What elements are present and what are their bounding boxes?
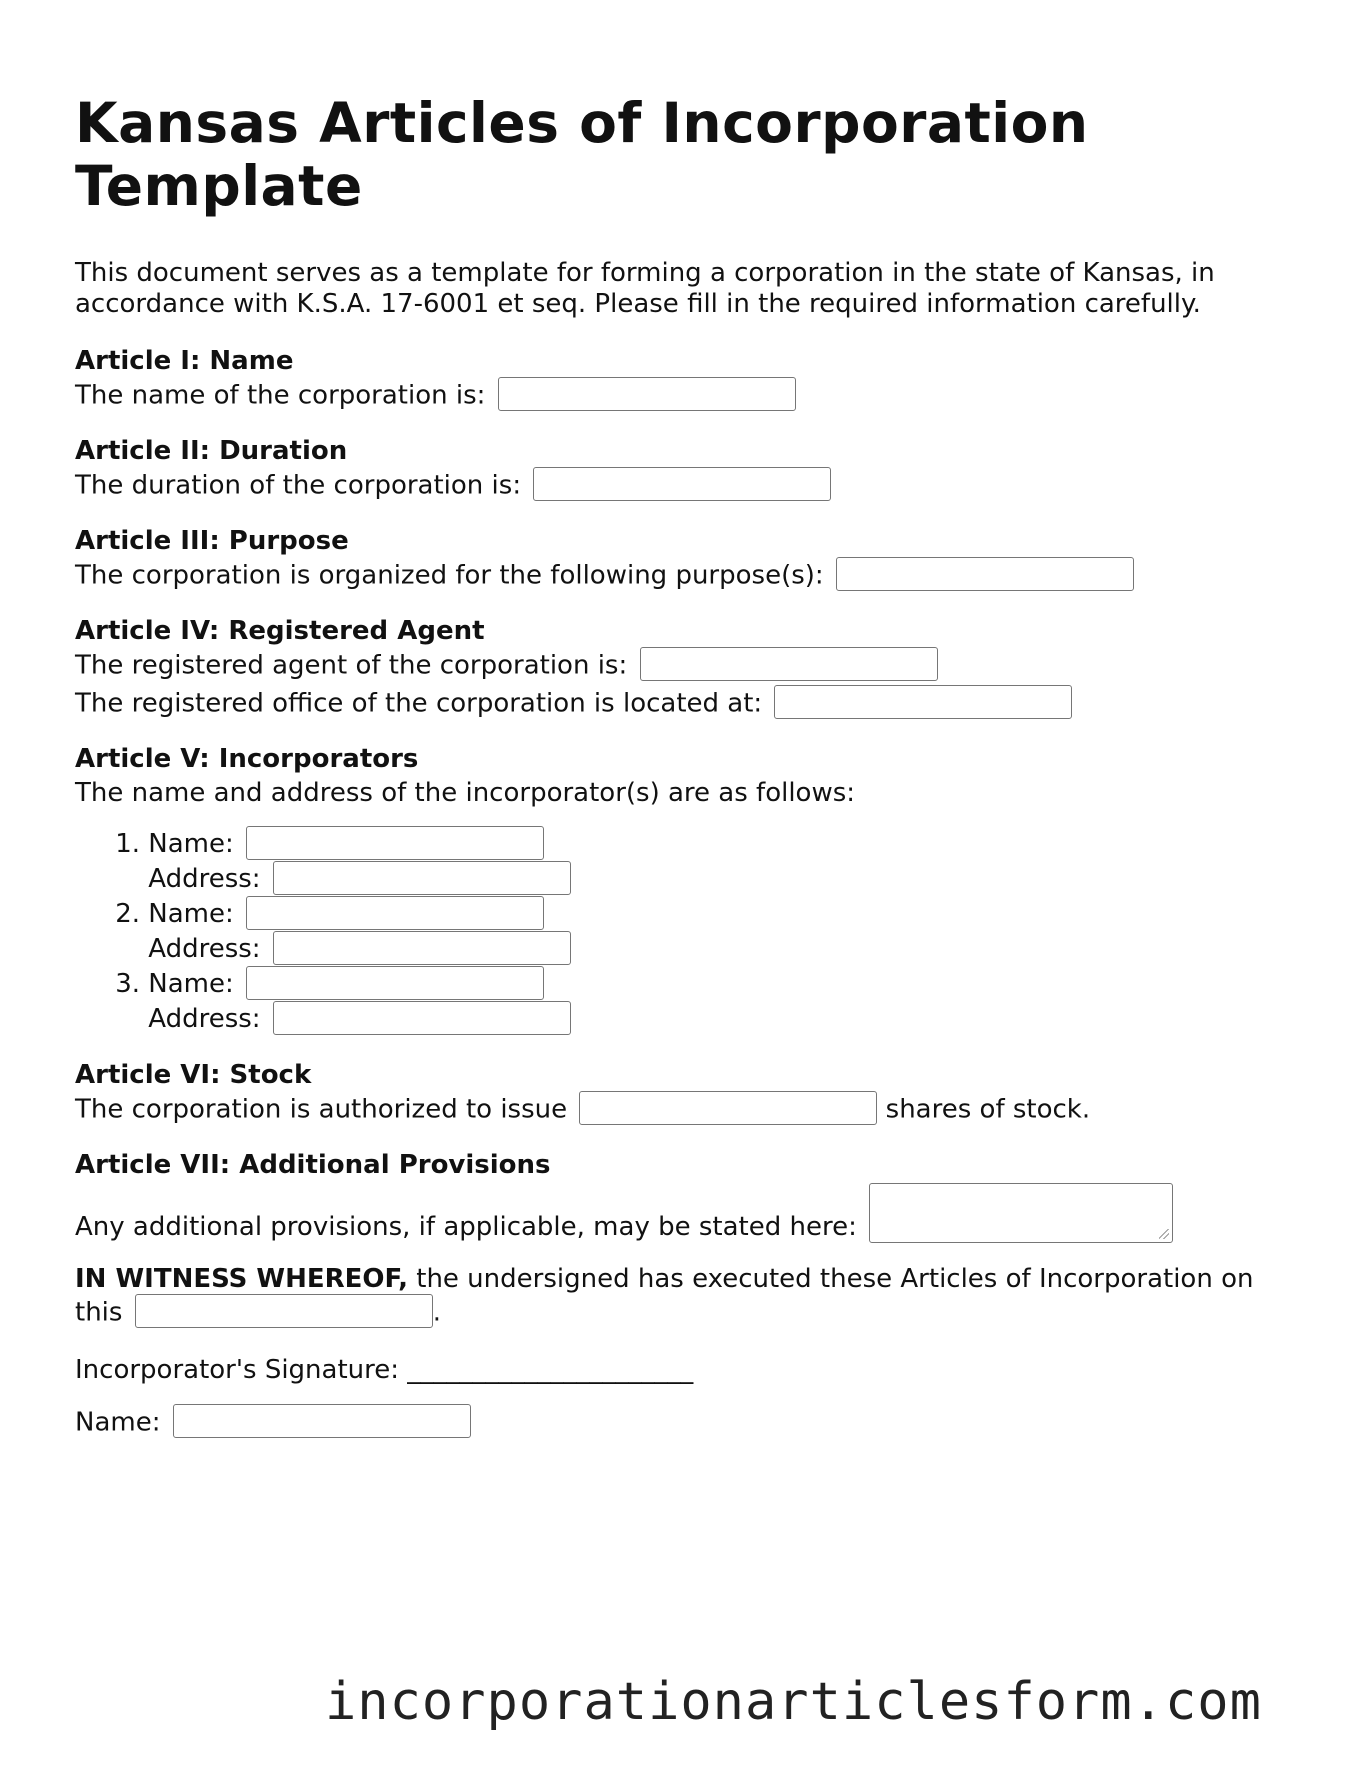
article-purpose-heading: Article III: Purpose [75,526,349,556]
article-agent-heading: Article IV: Registered Agent [75,616,485,646]
office-label: The registered office of the corporation is located at: [75,688,763,719]
witness-end: . [432,1297,441,1328]
purpose-label: The corporation is organized for the following purpose(s): [75,560,824,591]
stock-label-after: shares of stock. [885,1094,1091,1125]
list-item [75,827,1305,897]
incorporator-address-label: Address: [148,864,261,894]
signer-name-label: Name: [75,1407,161,1438]
corporation-name-input[interactable] [498,377,796,411]
incorporator-number: 3. [115,969,140,999]
incorporator-name-label: Name: [148,969,234,999]
incorporator-name-label: Name: [148,899,234,929]
article-stock-heading: Article VI: Stock [75,1060,312,1090]
article-duration-heading: Article II: Duration [75,436,348,466]
signer-name-row [75,1406,1305,1440]
witness-statement [75,1263,1305,1330]
registered-office-input[interactable] [774,685,1072,719]
article-provisions-heading: Article VII: Additional Provisions [75,1150,551,1180]
list-item [75,897,1305,967]
registered-agent-input[interactable] [640,647,938,681]
witness-text: the undersigned has executed these Articles of Incorporation on this [75,1264,1254,1328]
incorporator-3-address-input[interactable] [273,1001,571,1035]
incorporator-number: 1. [115,829,140,859]
incorporator-1-address-input[interactable] [273,861,571,895]
article-name-heading: Article I: Name [75,346,294,376]
page-title: Kansas Articles of Incorporation Template [75,91,1089,218]
duration-label: The duration of the corporation is: [75,470,522,501]
list-item [75,967,1305,1037]
provisions-textarea[interactable] [869,1183,1173,1243]
duration-input[interactable] [533,467,831,501]
signer-name-input[interactable] [173,1404,471,1438]
incorporator-3-name-input[interactable] [246,966,544,1000]
incorporator-1-name-input[interactable] [246,826,544,860]
witness-bold: IN WITNESS WHEREOF, [75,1264,408,1294]
shares-input[interactable] [579,1091,877,1125]
intro-text: This document serves as a template for forming a corporation in the state of Kansas, in accordance with K.S.A. 17-6001 et seq. Please fill in the required information carefully. [75,258,1215,319]
article-name [75,345,1305,413]
signature-underline: ______________________ [407,1355,694,1385]
article-duration [75,435,1305,503]
article-stock [75,1059,1305,1127]
incorporators-label: The name and address of the incorporator(s) are as follows: [75,778,856,808]
article-registered-agent [75,615,1305,721]
incorporator-number: 2. [115,899,140,929]
incorporator-name-label: Name: [148,829,234,859]
incorporator-2-name-input[interactable] [246,896,544,930]
article-incorporators-heading: Article V: Incorporators [75,744,419,774]
stock-label-before: The corporation is authorized to issue [75,1094,568,1125]
execution-date-input[interactable] [135,1294,433,1328]
document-page [75,92,1305,1440]
agent-label: The registered agent of the corporation is: [75,650,628,681]
purpose-input[interactable] [836,557,1134,591]
article-purpose [75,525,1305,593]
article-provisions [75,1149,1305,1243]
signature-label: Incorporator's Signature: [75,1355,400,1385]
provisions-label: Any additional provisions, if applicable, may be stated here: [75,1212,857,1242]
incorporators-list [75,827,1305,1037]
incorporator-2-address-input[interactable] [273,931,571,965]
article-incorporators [75,743,1305,1037]
signature-line [75,1354,1305,1386]
incorporator-address-label: Address: [148,934,261,964]
watermark-text: incorporationarticlesform.com [325,1672,1262,1732]
resize-grip-icon[interactable] [1159,1229,1169,1239]
incorporator-address-label: Address: [148,1004,261,1034]
name-label: The name of the corporation is: [75,380,486,411]
